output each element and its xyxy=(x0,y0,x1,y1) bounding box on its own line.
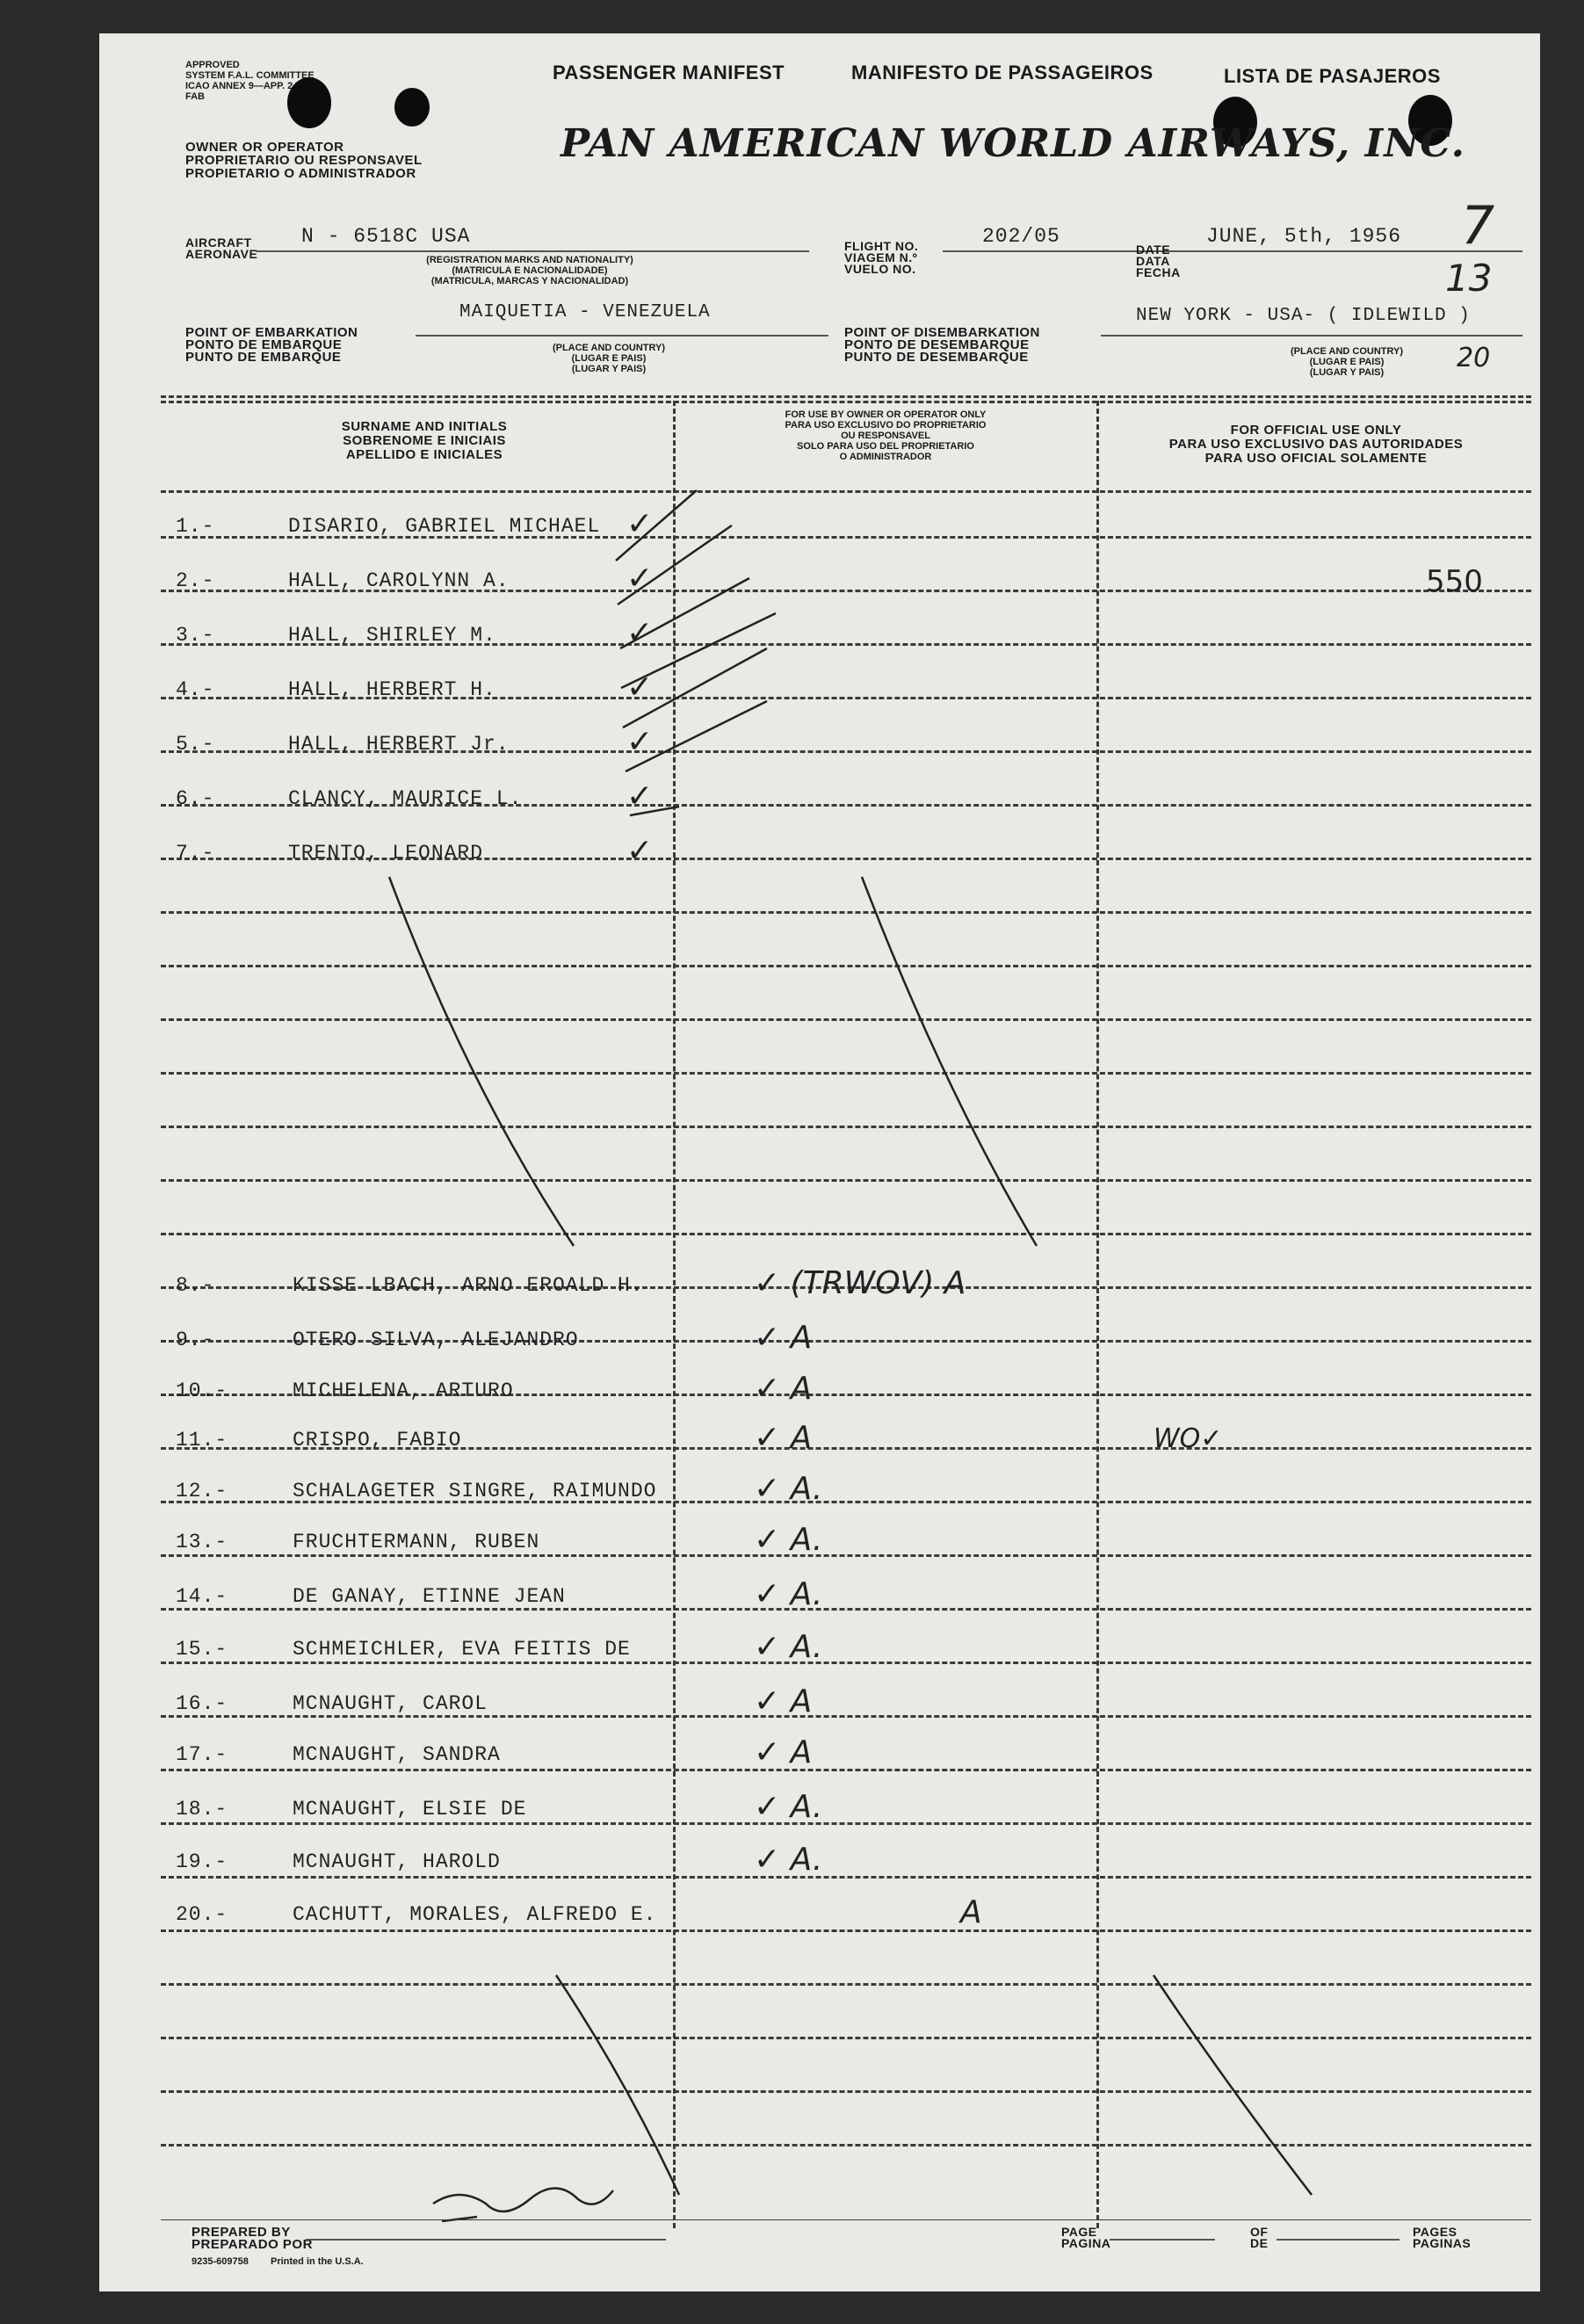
owner-checkmark: ✓ A xyxy=(754,1683,813,1719)
passenger-name: MCNAUGHT, SANDRA xyxy=(293,1743,501,1766)
owner-checkmark: ✓ A xyxy=(754,1371,813,1407)
page-label-es: PAGINA xyxy=(1061,2236,1111,2250)
owner-label: OWNER OR OPERATOR xyxy=(185,140,344,155)
disembark-value: NEW YORK - USA- ( IDLEWILD ) xyxy=(1136,306,1471,326)
aircraft-value: N - 6518C USA xyxy=(301,225,471,248)
flight-label-es: VUELO NO. xyxy=(844,262,916,276)
owner-checkmark: ✓ A xyxy=(754,1734,813,1770)
col-header-line: APELLIDO E INICIALES xyxy=(345,447,503,462)
passenger-name: HALL, HERBERT Jr. xyxy=(288,733,510,756)
owner-checkmark: ✓ xyxy=(626,833,654,869)
owner-checkmark: A xyxy=(960,1894,982,1930)
passenger-number: 4.- xyxy=(176,678,215,701)
passenger-name: SCHMEICHLER, EVA FEITIS DE xyxy=(293,1638,631,1661)
crossout-strokes xyxy=(99,33,1540,2291)
page-underline xyxy=(1110,2239,1215,2241)
passenger-number: 5.- xyxy=(176,733,215,756)
col-header-line: FOR USE BY OWNER OR OPERATOR ONLY xyxy=(785,409,987,420)
margin-note-7: 7 xyxy=(1461,195,1495,257)
of-underline xyxy=(1277,2239,1400,2241)
page-label xyxy=(1061,2226,1110,2249)
title-en: PASSENGER MANIFEST xyxy=(553,62,785,83)
flight-value: 202/05 xyxy=(982,225,1060,248)
passenger-name: FRUCHTERMANN, RUBEN xyxy=(293,1531,540,1553)
passenger-number: 12.- xyxy=(176,1480,228,1502)
owner-checkmark: ✓ A xyxy=(754,1420,813,1456)
passenger-name: MCNAUGHT, HAROLD xyxy=(293,1850,501,1873)
passenger-name: HALL, HERBERT H. xyxy=(288,678,496,701)
official-note: 550 xyxy=(1426,564,1483,599)
passenger-number: 10.- xyxy=(176,1379,228,1402)
preparer-signature xyxy=(433,2189,613,2222)
passenger-number: 1.- xyxy=(176,515,215,538)
passenger-number: 9.- xyxy=(176,1329,215,1351)
official-note: WO✓ xyxy=(1154,1423,1223,1454)
date-label-en: DATE xyxy=(1136,243,1171,257)
flight-label-pt: VIAGEM N.º xyxy=(844,250,918,264)
passenger-number: 18.- xyxy=(176,1798,228,1821)
embark-value: MAIQUETIA - VENEZUELA xyxy=(459,302,711,322)
owner-checkmark: ✓ (TRWOV) A xyxy=(754,1265,966,1301)
place-caption: (LUGAR E PAIS) xyxy=(1309,357,1385,367)
owner-column-tick-stroke xyxy=(616,490,776,815)
airline-name: PAN AMERICAN WORLD AIRWAYS, INC. xyxy=(561,121,1465,166)
prepared-label-pt: PREPARADO POR xyxy=(192,2237,313,2252)
embark-label-en: POINT OF EMBARKATION xyxy=(185,325,358,340)
col-header-line: FOR OFFICIAL USE ONLY xyxy=(1230,423,1402,438)
pages-label-en: PAGES xyxy=(1413,2225,1457,2239)
col-header-line: PARA USO OFICIAL SOLAMENTE xyxy=(1204,451,1428,466)
date-label-pt: DATA xyxy=(1136,254,1170,268)
passenger-name: TRENTO, LEONARD xyxy=(288,842,484,865)
form-number: 9235-609758 xyxy=(192,2256,249,2267)
passenger-name: MICHELENA, ARTURO xyxy=(293,1379,514,1402)
printed-note: Printed in the U.S.A. xyxy=(271,2256,364,2267)
place-caption: (LUGAR Y PAIS) xyxy=(571,364,647,374)
owner-checkmark: ✓ A. xyxy=(754,1471,823,1507)
passenger-number: 8.- xyxy=(176,1274,215,1297)
crossout-stroke xyxy=(1154,1975,1312,2195)
col-header-line: SOLO PARA USO DEL PROPRIETARIO xyxy=(797,441,974,452)
embark-label-pt: PONTO DE EMBARQUE xyxy=(185,337,343,352)
approval-line: APPROVED xyxy=(185,60,240,70)
manifest-sheet xyxy=(99,33,1540,2291)
passenger-name: CACHUTT, MORALES, ALFREDO E. xyxy=(293,1903,657,1926)
col-header-line: SURNAME AND INITIALS xyxy=(341,419,508,434)
owner-label: PROPIETARIO O ADMINISTRADOR xyxy=(185,166,416,181)
owner-checkmark: ✓ A. xyxy=(754,1842,823,1878)
passenger-number: 15.- xyxy=(176,1638,228,1661)
passenger-name: SCHALAGETER SINGRE, RAIMUNDO xyxy=(293,1480,657,1502)
of-label-es: DE xyxy=(1250,2236,1269,2250)
place-caption: (LUGAR E PAIS) xyxy=(571,353,647,364)
date-value: JUNE, 5th, 1956 xyxy=(1206,225,1402,248)
approval-line: SYSTEM F.A.L. COMMITTEE xyxy=(185,70,315,81)
passenger-name: MCNAUGHT, ELSIE DE xyxy=(293,1798,527,1821)
prepared-label-en: PREPARED BY xyxy=(192,2225,291,2240)
owner-checkmark: ✓ xyxy=(626,615,654,651)
approval-line: FAB xyxy=(185,91,205,102)
passenger-number: 19.- xyxy=(176,1850,228,1873)
passenger-name: DE GANAY, ETINNE JEAN xyxy=(293,1585,566,1608)
owner-checkmark: ✓ A. xyxy=(754,1522,823,1558)
passenger-number: 6.- xyxy=(176,787,215,810)
crossout-stroke xyxy=(862,877,1037,1246)
col-header-line: SOBRENOME E INICIAIS xyxy=(343,433,506,448)
passenger-number: 20.- xyxy=(176,1903,228,1926)
col-header-line: PARA USO EXCLUSIVO DAS AUTORIDADES xyxy=(1168,437,1464,452)
place-caption: (PLACE AND COUNTRY) xyxy=(1290,346,1404,357)
footer-rule xyxy=(161,2219,1531,2220)
passenger-name: DISARIO, GABRIEL MICHAEL xyxy=(288,515,601,538)
margin-note-13: 13 xyxy=(1445,257,1493,300)
registration-caption: (MATRICULA, MARCAS Y NACIONALIDAD) xyxy=(430,276,629,286)
passenger-number: 7.- xyxy=(176,842,215,865)
owner-checkmark: ✓ xyxy=(626,670,654,706)
owner-checkmark: ✓ xyxy=(626,561,654,597)
margin-note-20: 20 xyxy=(1457,343,1491,373)
crossout-stroke xyxy=(556,1975,679,2195)
owner-checkmark: ✓ xyxy=(626,724,654,760)
passenger-name: CLANCY, MAURICE L. xyxy=(288,787,523,810)
passenger-number: 13.- xyxy=(176,1531,228,1553)
col-header-line: PARA USO EXCLUSIVO DO PROPRIETARIO xyxy=(785,420,987,431)
aircraft-label-es: AERONAVE xyxy=(185,247,258,261)
passenger-number: 17.- xyxy=(176,1743,228,1766)
registration-caption: (MATRICULA E NACIONALIDADE) xyxy=(452,265,608,276)
date-label-es: FECHA xyxy=(1136,265,1181,279)
disembark-label-es: PUNTO DE DESEMBARQUE xyxy=(844,350,1029,365)
of-label-en: OF xyxy=(1250,2225,1269,2239)
passenger-name: CRISPO, FABIO xyxy=(293,1429,462,1452)
crossout-stroke xyxy=(389,877,574,1246)
passenger-name: KISSE LBACH, ARNO EROALD H. xyxy=(293,1274,644,1297)
flight-label-en: FLIGHT NO. xyxy=(844,239,919,253)
registration-caption: (REGISTRATION MARKS AND NATIONALITY) xyxy=(426,255,633,265)
owner-checkmark: ✓ A. xyxy=(754,1789,823,1825)
pages-label-es: PAGINAS xyxy=(1413,2236,1472,2250)
owner-checkmark: ✓ A. xyxy=(754,1629,823,1665)
passenger-number: 2.- xyxy=(176,569,215,592)
passenger-name: HALL, SHIRLEY M. xyxy=(288,624,496,647)
owner-checkmark: ✓ A. xyxy=(754,1576,823,1612)
aircraft-label-en: AIRCRAFT xyxy=(185,235,252,250)
passenger-number: 11.- xyxy=(176,1429,228,1452)
title-es: LISTA DE PASAJEROS xyxy=(1224,65,1441,87)
owner-checkmark: ✓ xyxy=(626,506,654,542)
prepared-by xyxy=(192,2226,313,2251)
prepared-underline xyxy=(306,2239,666,2241)
place-caption: (LUGAR Y PAIS) xyxy=(1309,367,1385,378)
disembark-label-en: POINT OF DISEMBARKATION xyxy=(844,325,1040,340)
owner-checkmark: ✓ xyxy=(626,778,654,814)
place-caption: (PLACE AND COUNTRY) xyxy=(552,343,666,353)
passenger-name: MCNAUGHT, CAROL xyxy=(293,1692,488,1715)
passenger-number: 3.- xyxy=(176,624,215,647)
title-pt: MANIFESTO DE PASSAGEIROS xyxy=(851,62,1154,83)
owner-label: PROPRIETARIO OU RESPONSAVEL xyxy=(185,153,423,168)
passenger-number: 16.- xyxy=(176,1692,228,1715)
col-header-line: OU RESPONSAVEL xyxy=(841,431,930,441)
passenger-name: OTERO SILVA, ALEJANDRO xyxy=(293,1329,579,1351)
passenger-name: HALL, CAROLYNN A. xyxy=(288,569,510,592)
owner-checkmark: ✓ A xyxy=(754,1320,813,1356)
passenger-number: 14.- xyxy=(176,1585,228,1608)
pages-label xyxy=(1413,2226,1471,2249)
page-label-en: PAGE xyxy=(1061,2225,1097,2239)
disembark-label-pt: PONTO DE DESEMBARQUE xyxy=(844,337,1030,352)
embark-label-es: PUNTO DE EMBARQUE xyxy=(185,350,342,365)
col-header-line: O ADMINISTRADOR xyxy=(839,452,932,462)
approval-line: ICAO ANNEX 9—APP. 2 xyxy=(185,81,293,91)
of-label xyxy=(1250,2226,1268,2249)
